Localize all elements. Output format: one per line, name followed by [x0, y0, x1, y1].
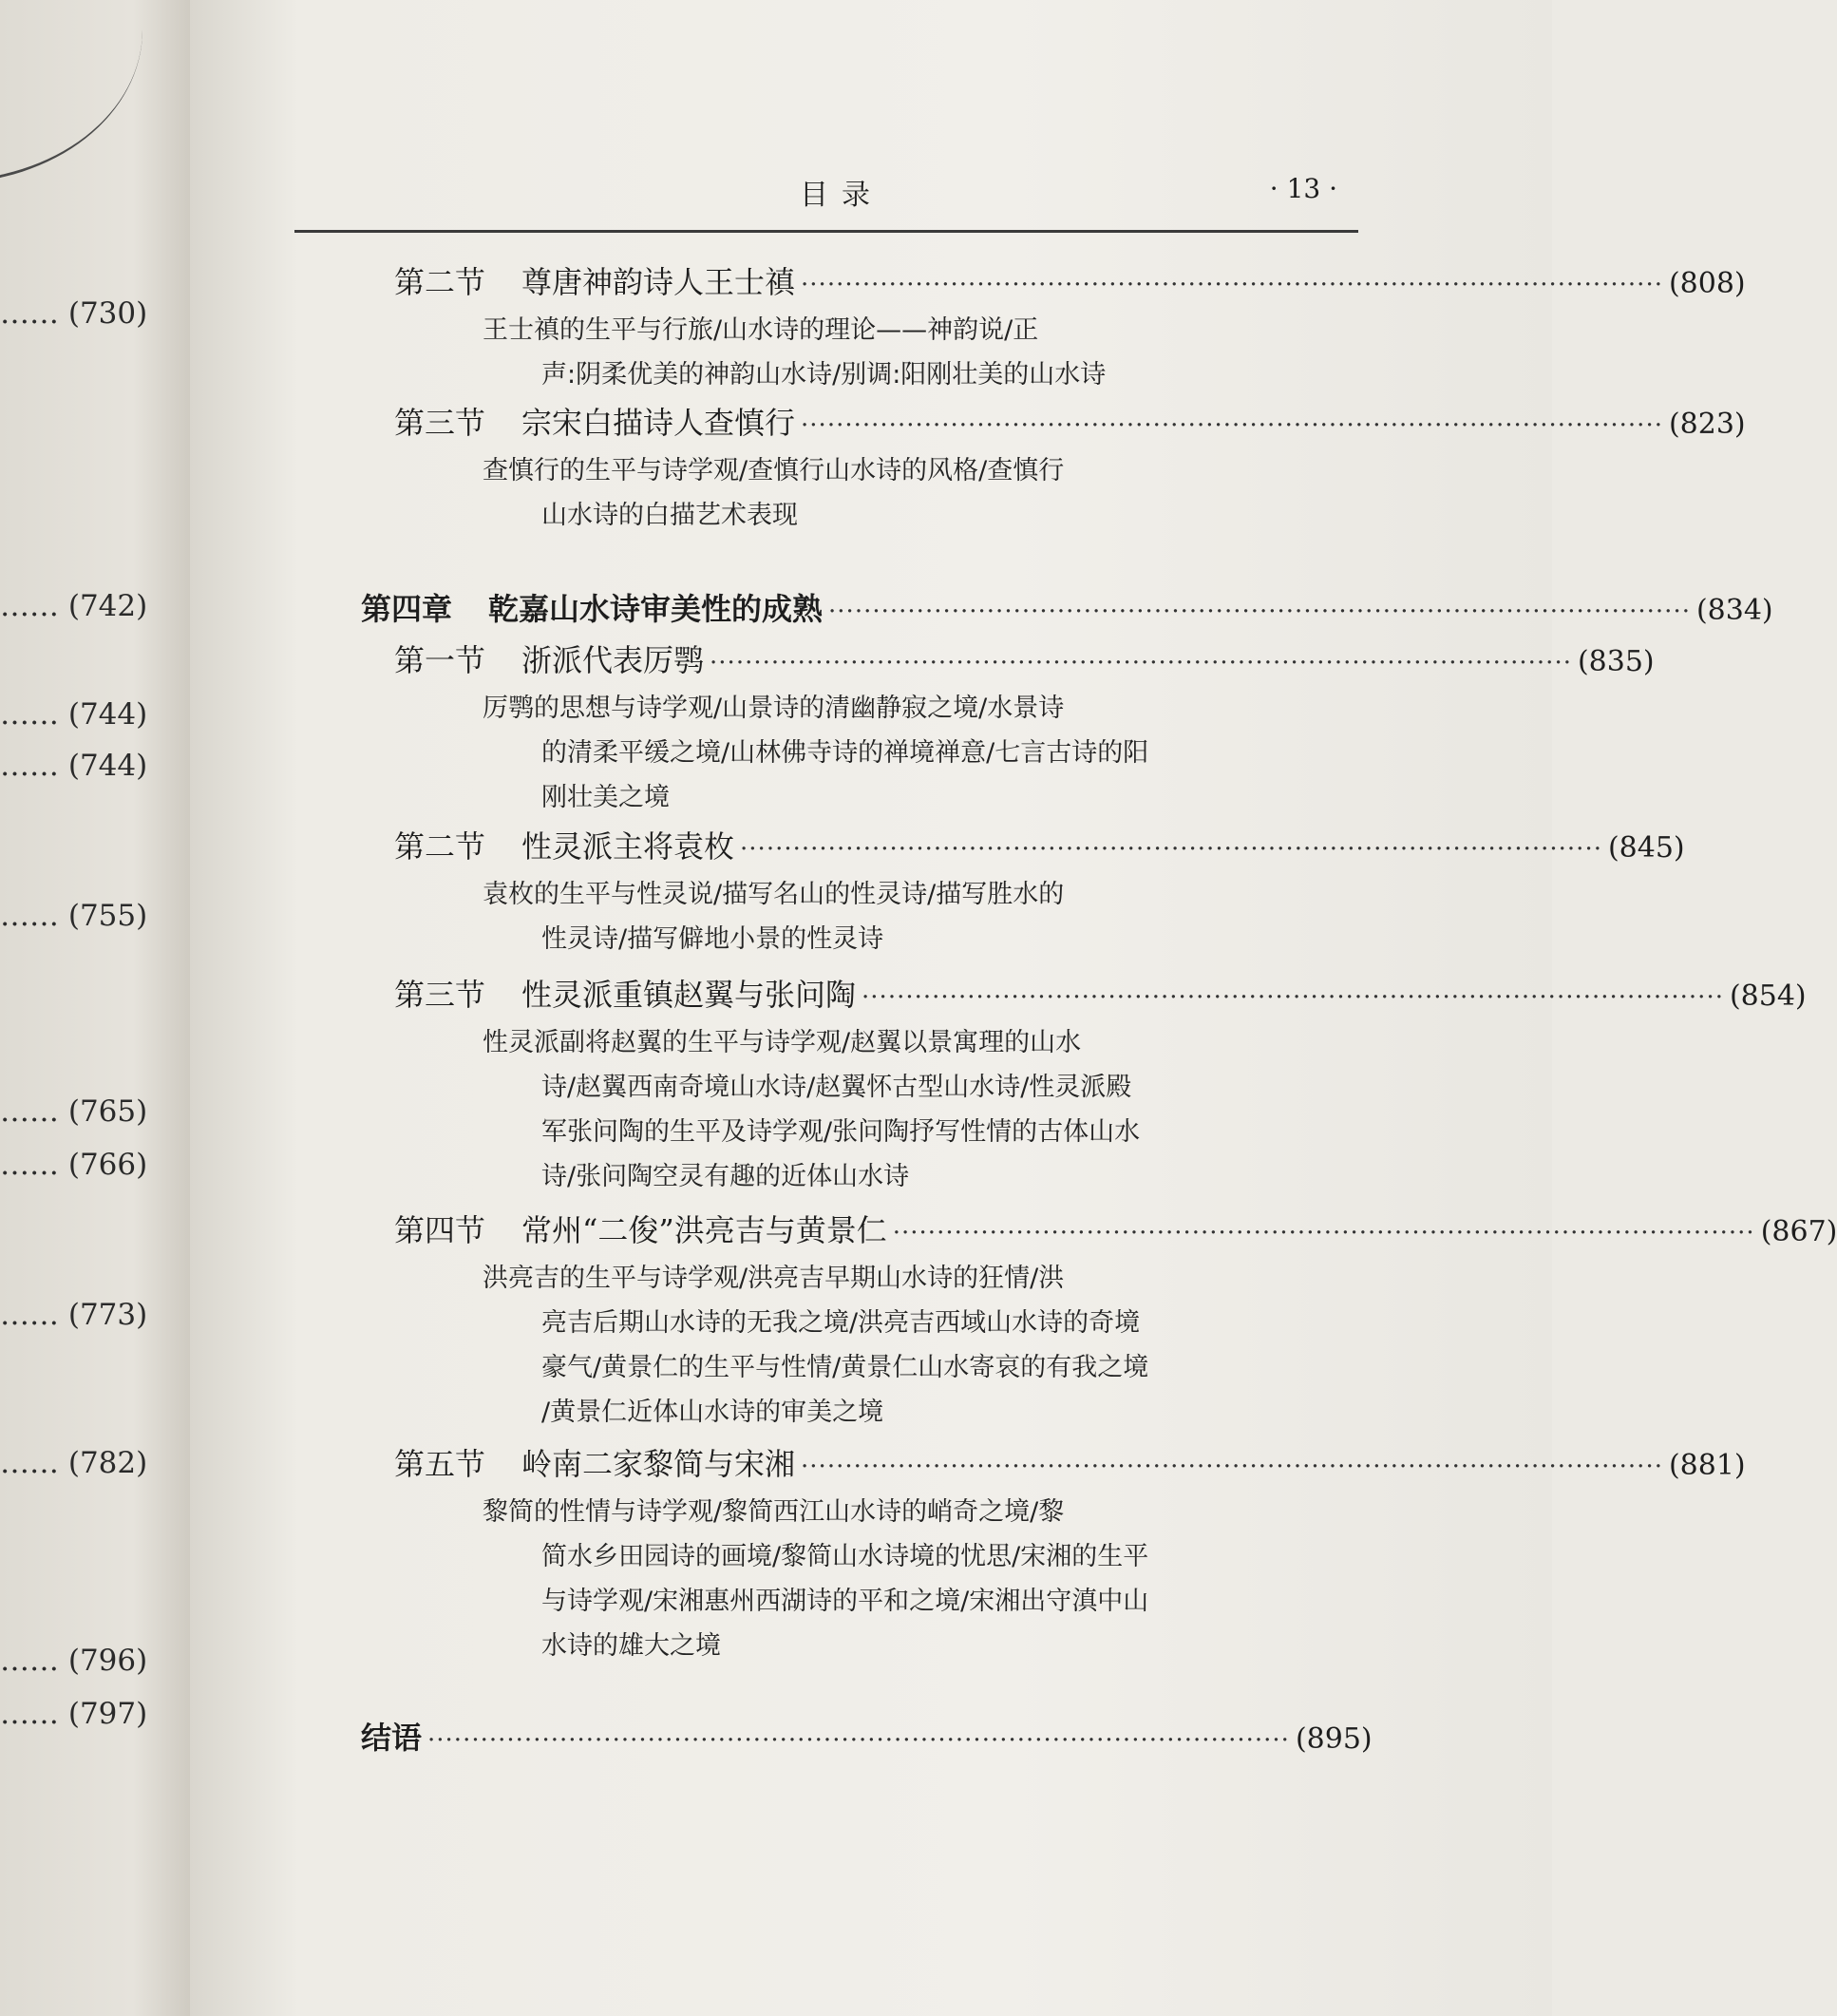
section-summary: 王士禛的生平与行旅/山水诗的理论——神韵说/正 声:阴柔优美的神韵山水诗/别调:阳刚壮美的山水诗	[483, 315, 1107, 390]
left-page	[0, 0, 190, 2016]
section-title: 岭南二家黎简与宋湘	[521, 1446, 796, 1482]
left-toc-entry: …… (755)	[0, 899, 148, 933]
page-number: · 13 ·	[1269, 173, 1337, 204]
section-label: 第四节	[394, 1212, 486, 1248]
left-toc-entry: …… (744)	[0, 697, 148, 732]
section-summary: 洪亮吉的生平与诗学观/洪亮吉早期山水诗的狂情/洪 亮吉后期山水诗的无我之境/洪亮吉西域山水诗的奇境 豪气/黄景仁的生平与性情/黄景仁山水寄哀的有我之境 /黄景仁近体山水诗的审美之境	[483, 1264, 1149, 1427]
left-toc-entry: …… (766)	[0, 1148, 148, 1182]
left-page-curve	[0, 0, 142, 183]
left-toc-entry: …… (796)	[0, 1644, 148, 1678]
page-ref: (881)	[1668, 1449, 1746, 1482]
section-summary: 黎简的性情与诗学观/黎简西江山水诗的峭奇之境/黎 简水乡田园诗的画境/黎简山水诗境的忧思/宋湘的生平 与诗学观/宋湘惠州西湖诗的平和之境/宋湘出守滇中山 水诗的雄大之境	[483, 1497, 1149, 1661]
left-toc-entry: …… (797)	[0, 1697, 148, 1731]
conclusion-title: 结语	[361, 1720, 423, 1756]
left-toc-entry: …… (742)	[0, 589, 148, 623]
section-label: 第二节	[394, 828, 486, 865]
toc-section-entry[interactable]	[394, 258, 1746, 302]
dot-leader: ··································································································	[892, 1219, 1755, 1247]
dot-leader: ··································································································	[710, 649, 1572, 677]
header-title: 目录	[800, 179, 883, 212]
section-label: 第三节	[394, 405, 486, 441]
right-page	[190, 0, 1837, 2016]
dot-leader: ··································································································	[828, 598, 1691, 626]
page-ref: (845)	[1607, 831, 1685, 865]
section-summary: 查慎行的生平与诗学观/查慎行山水诗的风格/查慎行 山水诗的白描艺术表现	[483, 456, 1065, 530]
page-ref: (867)	[1760, 1215, 1837, 1248]
toc-chapter-entry[interactable]	[361, 585, 1773, 629]
section-summary: 厉鹗的思想与诗学观/山景诗的清幽静寂之境/水景诗 的清柔平缓之境/山林佛寺诗的禅境禅意/七言古诗的阳 刚壮美之境	[483, 694, 1149, 812]
dot-leader: ··································································································	[740, 835, 1602, 864]
chapter-label: 第四章	[361, 591, 453, 627]
section-title: 宗宋白描诗人查慎行	[521, 405, 796, 441]
left-toc-entry: …… (773)	[0, 1298, 148, 1332]
chapter-title: 乾嘉山水诗审美性的成熟	[488, 591, 824, 627]
toc-section-entry[interactable]	[394, 823, 1685, 866]
page-ref: (823)	[1668, 408, 1746, 441]
left-toc-entry: …… (744)	[0, 749, 148, 783]
section-label: 第三节	[394, 977, 486, 1013]
dot-leader: ··································································································	[801, 271, 1663, 299]
dot-leader: ··································································································	[862, 983, 1724, 1012]
section-title: 浙派代表厉鹗	[521, 642, 705, 678]
page-ref: (835)	[1577, 645, 1655, 678]
section-title: 尊唐神韵诗人王士禛	[521, 264, 796, 300]
dot-leader: ··································································································	[801, 411, 1663, 440]
toc-section-entry[interactable]	[394, 1207, 1837, 1250]
section-label: 第一节	[394, 642, 486, 678]
section-label: 第五节	[394, 1446, 486, 1482]
section-title: 常州“二俊”洪亮吉与黄景仁	[521, 1212, 887, 1248]
section-summary: 性灵派副将赵翼的生平与诗学观/赵翼以景寓理的山水 诗/赵翼西南奇境山水诗/赵翼怀古型山水诗/性灵派殿 军张问陶的生平及诗学观/张问陶抒写性情的古体山水 诗/张问陶空灵有趣的近体山水诗	[483, 1028, 1141, 1191]
left-toc-entry: …… (730)	[0, 296, 148, 331]
dot-leader: ··································································································	[801, 1453, 1663, 1481]
toc-section-entry[interactable]	[394, 971, 1807, 1015]
page-ref: (834)	[1695, 594, 1773, 627]
left-toc-entry: …… (782)	[0, 1446, 148, 1480]
toc-conclusion-entry[interactable]	[361, 1714, 1373, 1758]
left-toc-entry: …… (765)	[0, 1094, 148, 1129]
page-ref: (895)	[1295, 1722, 1373, 1756]
toc-section-entry[interactable]	[394, 399, 1746, 443]
section-title: 性灵派重镇赵翼与张问陶	[521, 977, 857, 1013]
dot-leader: ··································································································	[427, 1726, 1290, 1755]
toc-section-entry[interactable]	[394, 1440, 1746, 1484]
page-ref: (808)	[1668, 267, 1746, 300]
running-header	[294, 171, 1358, 233]
section-summary: 袁枚的生平与性灵说/描写名山的性灵诗/描写胜水的 性灵诗/描写僻地小景的性灵诗	[483, 880, 1065, 954]
section-title: 性灵派主将袁枚	[521, 828, 735, 865]
page-ref: (854)	[1729, 979, 1807, 1013]
toc-section-entry[interactable]	[394, 637, 1655, 680]
section-label: 第二节	[394, 264, 486, 300]
